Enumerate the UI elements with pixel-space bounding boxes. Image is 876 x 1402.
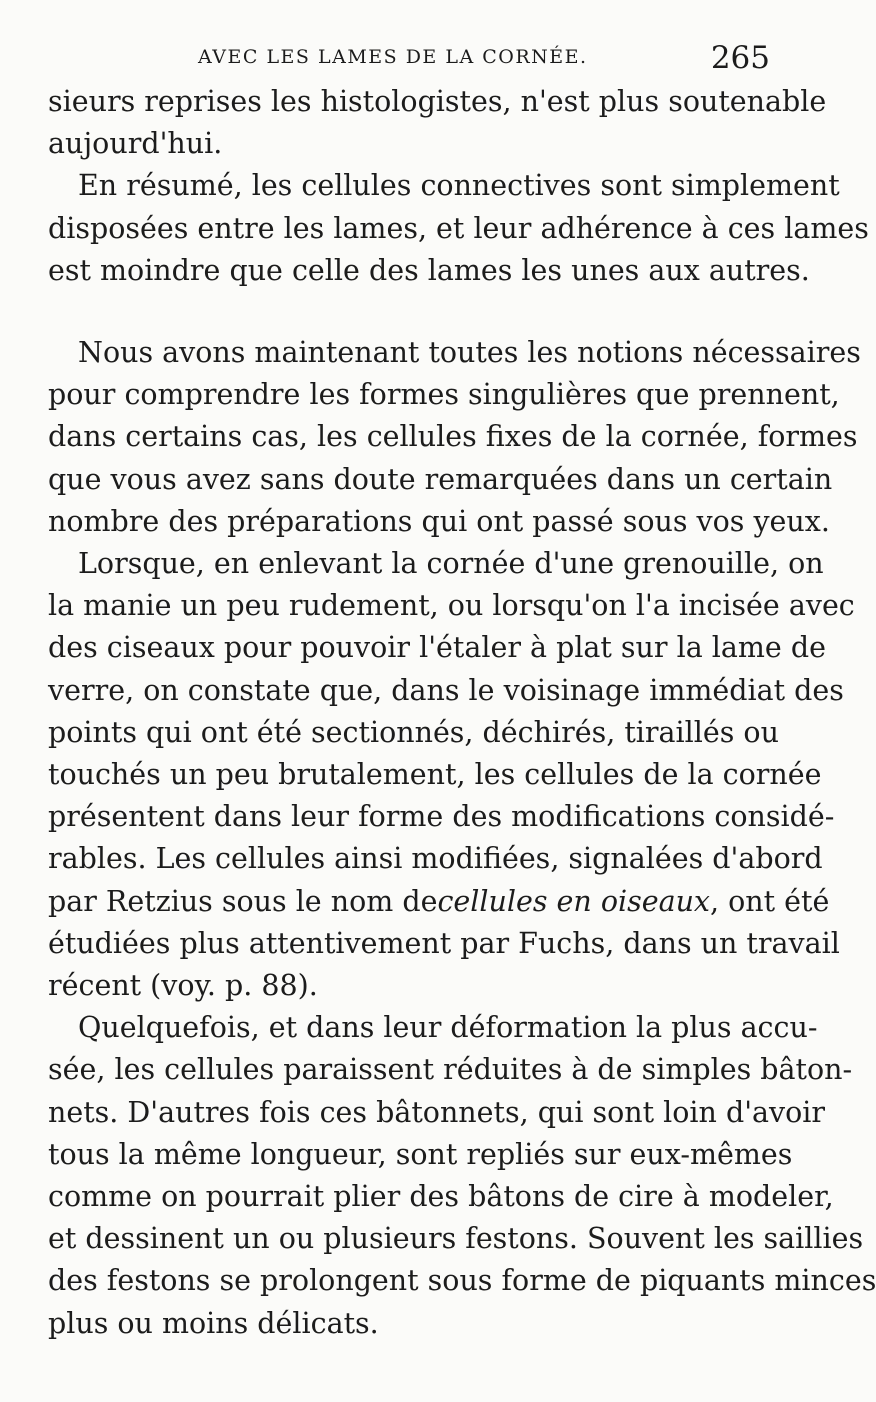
paragraph-4 <box>48 543 855 1007</box>
text-line: nets. D'autres fois ces bâtonnets, qui sont loin d'avoir <box>48 1095 826 1129</box>
text-line: que vous avez sans doute remarquées dans un certain <box>48 462 833 496</box>
text-line: présentent dans leur forme des modifications considé- <box>48 800 835 834</box>
paragraph-5 <box>48 1007 876 1345</box>
paragraph-2 <box>48 165 869 292</box>
text-line: et dessinent un ou plusieurs festons. Souvent les saillies <box>48 1222 864 1256</box>
body-text <box>48 81 876 1345</box>
text-line: disposées entre les lames, et leur adhérence à ces lames <box>48 211 869 245</box>
text-line: rables. Les cellules ainsi modifiées, signalées d'abord <box>48 842 823 876</box>
text-line: sée, les cellules paraissent réduites à de simples bâton- <box>48 1053 853 1087</box>
text-line: nombre des préparations qui ont passé sous vos yeux. <box>48 504 830 538</box>
text-line: aujourd'hui. <box>48 127 223 161</box>
text-line: dans certains cas, les cellules fixes de la cornée, formes <box>48 420 858 454</box>
paragraph-1 <box>48 81 827 165</box>
paragraph-3 <box>48 332 861 543</box>
italic-phrase: cellules en oiseaux <box>437 884 710 918</box>
page-number: 265 <box>710 40 770 76</box>
running-title: AVEC LES LAMES DE LA CORNÉE. <box>198 46 588 68</box>
text-line: touchés un peu brutalement, les cellules de la cornée <box>48 758 822 792</box>
text-line: sieurs reprises les histologistes, n'est plus soutenable <box>48 85 827 118</box>
text-segment: , ont été <box>710 884 830 918</box>
text-line: la manie un peu rudement, ou lorsqu'on l'a incisée avec <box>48 589 855 623</box>
running-header <box>48 40 770 80</box>
text-line: est moindre que celle des lames les unes aux autres. <box>48 253 810 287</box>
text-line: Quelquefois, et dans leur déformation la plus accu- <box>78 1011 818 1045</box>
text-line: récent (voy. p. 88). <box>48 969 318 1003</box>
text-line: pour comprendre les formes singulières que prennent, <box>48 378 840 412</box>
text-line: Nous avons maintenant toutes les notions nécessaires <box>78 336 861 370</box>
text-line: comme on pourrait plier des bâtons de cire à modeler, <box>48 1180 834 1214</box>
text-line: Lorsque, en enlevant la cornée d'une grenouille, on <box>78 547 824 581</box>
text-segment: par Retzius sous le nom de <box>48 884 438 918</box>
text-line: En résumé, les cellules connectives sont simplement <box>78 169 840 203</box>
paragraph-gap <box>48 292 774 332</box>
text-line: points qui ont été sectionnés, déchirés, tiraillés ou <box>48 715 779 749</box>
text-line: des festons se prolongent sous forme de piquants minces <box>48 1264 876 1298</box>
text-line: tous la même longueur, sont repliés sur eux-mêmes <box>48 1137 793 1171</box>
text-line <box>48 881 830 923</box>
text-line: des ciseaux pour pouvoir l'étaler à plat sur la lame de <box>48 631 826 665</box>
text-line: étudiées plus attentivement par Fuchs, dans un travail <box>48 926 840 960</box>
text-line: verre, on constate que, dans le voisinage immédiat des <box>48 673 844 707</box>
text-line: plus ou moins délicats. <box>48 1306 379 1340</box>
italic-term <box>437 881 829 923</box>
